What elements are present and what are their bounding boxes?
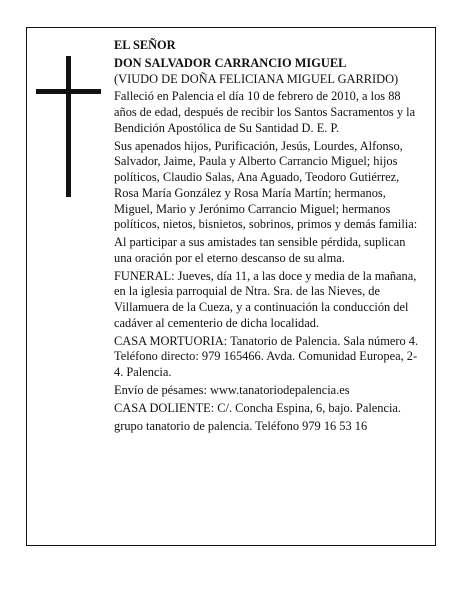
obituary-text: [114, 38, 426, 437]
funeral-info: FUNERAL: Jueves, día 11, a las doce y media de la mañana, en la iglesia parroquial de Ntra. Sra. de las Nieves, de Villamuera de la Cueza, y a continuación la conducción del cadáver al cementerio de dicha localidad.: [114, 268, 417, 330]
condolences-link: Envío de pésames: www.tanatoriodepalencia.es: [114, 383, 350, 398]
prayer-request: Al participar a sus amistades tan sensible pérdida, suplican una oración por el eterno descanso de su alma.: [114, 235, 406, 265]
deceased-name: DON SALVADOR CARRANCIO MIGUEL: [114, 55, 347, 70]
casa-mortuoria: CASA MORTUORIA: Tanatorio de Palencia. Sala número 4. Teléfono directo: 979 165466. Avda. Comunidad Europea, 2-4. Palencia.: [114, 333, 419, 380]
cross-icon: [66, 56, 71, 197]
death-notice: Falleció en Palencia el día 10 de febrero de 2010, a los 88 años de edad, después de recibir los Santos Sacramentos y la Bendición Apostólica de Su Santidad D. E. P.: [114, 89, 416, 135]
widower-note: (VIUDO DE DOÑA FELICIANA MIGUEL GARRIDO): [114, 71, 399, 86]
casa-doliente: CASA DOLIENTE: C/. Concha Espina, 6, bajo. Palencia.: [114, 400, 402, 415]
footer-contact: grupo tanatorio de palencia. Teléfono 979 16 53 16: [114, 418, 368, 433]
header-title: EL SEÑOR: [114, 38, 176, 52]
family-list: Sus apenados hijos, Purificación, Jesús, Lourdes, Alfonso, Salvador, Jaime, Paula y Alberto Carrancio Miguel; hijos políticos, Claudio Salas, Ana Aguado, Teodoro Gutiérrez, Rosa María González y Rosa María Martín; hermanos, Miguel, Mario y Jerónimo Carrancio Miguel; hermanos políticos, nietos, bisnietos, sobrinos, primos y demás familia:: [114, 138, 418, 232]
cross-icon-bar: [36, 89, 101, 94]
